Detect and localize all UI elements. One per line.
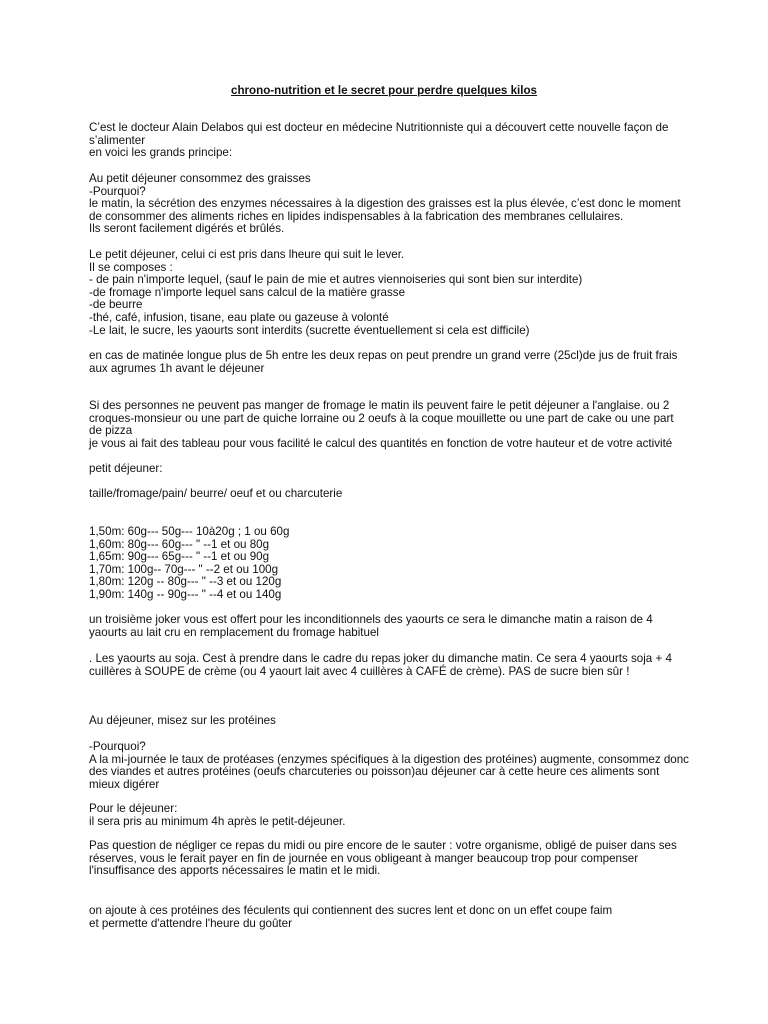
lunch-timing-paragraph: Pour le déjeuner: il sera pris au minimum 4h après le petit-déjeuner. — [89, 802, 346, 828]
joker-paragraph: un troisième joker vous est offert pour les inconditionnels des yaourts ce sera le dimanche matin a raison de 4 yaourts au lait cru en remplacement du fromage habituel — [89, 613, 653, 639]
document-title: chrono-nutrition et le secret pour perdre quelques kilos — [231, 84, 537, 97]
soja-paragraph: . Les yaourts au soja. Cest à prendre dans le cadre du repas joker du dimanche matin. Ce sera 4 yaourts soja + 4 cuillères à SOUPE de crème (ou 4 yaourt lait avec 4 cuillères à CAFÉ de crème). PAS de sucre bien sûr ! — [89, 652, 672, 678]
table-heading: petit déjeuner: — [89, 462, 163, 475]
lunch-skip-paragraph: Pas question de négliger ce repas du midi ou pire encore de le sauter : votre organisme, obligé de puiser dans ses réserves, vous le ferait payer en fin de journée en vous obligeant à manger beaucoup trop pour compenser l'insuffisance des apports nécessaires le matin et le midi. — [89, 839, 677, 878]
intro-paragraph: C’est le docteur Alain Delabos qui est docteur en médecine Nutritionniste qui a découvert cette nouvelle façon de s’alimenter en voici les grands principe: — [89, 121, 669, 160]
quantity-table: 1,50m: 60g--- 50g--- 10à20g ; 1 ou 60g 1,60m: 80g--- 60g--- " --1 et ou 80g 1,65m: 90g--- 65g--- " --1 et ou 90g 1,70m: 100g-- 70g--- " --2 et ou 100g 1,80m: 120g -- 80g--- " --3 et ou 120g 1,90m: 140g -- 90g--- " --4 et ou 140g — [89, 525, 290, 601]
lunch-why-paragraph: -Pourquoi? A la mi-journée le taux de protéases (enzymes spécifiques à la digestion des protéines) augmente, consommez donc des viandes et autres protéines (oeufs charcuteries ou poisson)au déjeuner car à cette heure ces aliments sont mieux digérer — [89, 740, 689, 791]
breakfast-items-list: Le petit déjeuner, celui ci est pris dans lheure qui suit le lever. Il se composes : - de pain n'importe lequel, (sauf le pain de mie et autres viennoiseries qui sont bien sur interdite) -de fromage n'importe lequel sans calcul de la matière grasse -de beurre -thé, café, infusion, tisane, eau plate ou gazeuse à volonté -Le lait, le sucre, les yaourts sont interdits (sucrette éventuellement si cela est difficile) — [89, 248, 583, 337]
starches-paragraph: on ajoute à ces protéines des féculents qui contiennent des sucres lent et donc on un effet coupe faim et permette d'attendre l'heure du goûter — [89, 904, 613, 930]
breakfast-why-paragraph: Au petit déjeuner consommez des graisses -Pourquoi? le matin, la sécrétion des enzymes nécessaires à la digestion des graisses est la plus élevée, c’est donc le moment de consommer des aliments riches en lipides indispensables à la fabrication des membranes cellulaires. Ils seront facilement digérés et brûlés. — [89, 172, 681, 236]
long-morning-paragraph: en cas de matinée longue plus de 5h entre les deux repas on peut prendre un grand verre (25cl)de jus de fruit frais aux agrumes 1h avant le déjeuner — [89, 349, 678, 375]
lunch-heading: Au déjeuner, misez sur les protéines — [89, 714, 276, 727]
table-columns: taille/fromage/pain/ beurre/ oeuf et ou charcuterie — [89, 487, 343, 500]
english-breakfast-paragraph: Si des personnes ne peuvent pas manger de fromage le matin ils peuvent faire le petit déjeuner a l'anglaise. ou 2 croques-monsieur ou une part de quiche lorraine ou 2 oeufs à la coque mouillette ou une part de cake ou une part de pizza je vous ai fait des tableau pour vous facilité le calcul des quantités en fonction de votre hauteur et de votre activité — [89, 399, 674, 450]
